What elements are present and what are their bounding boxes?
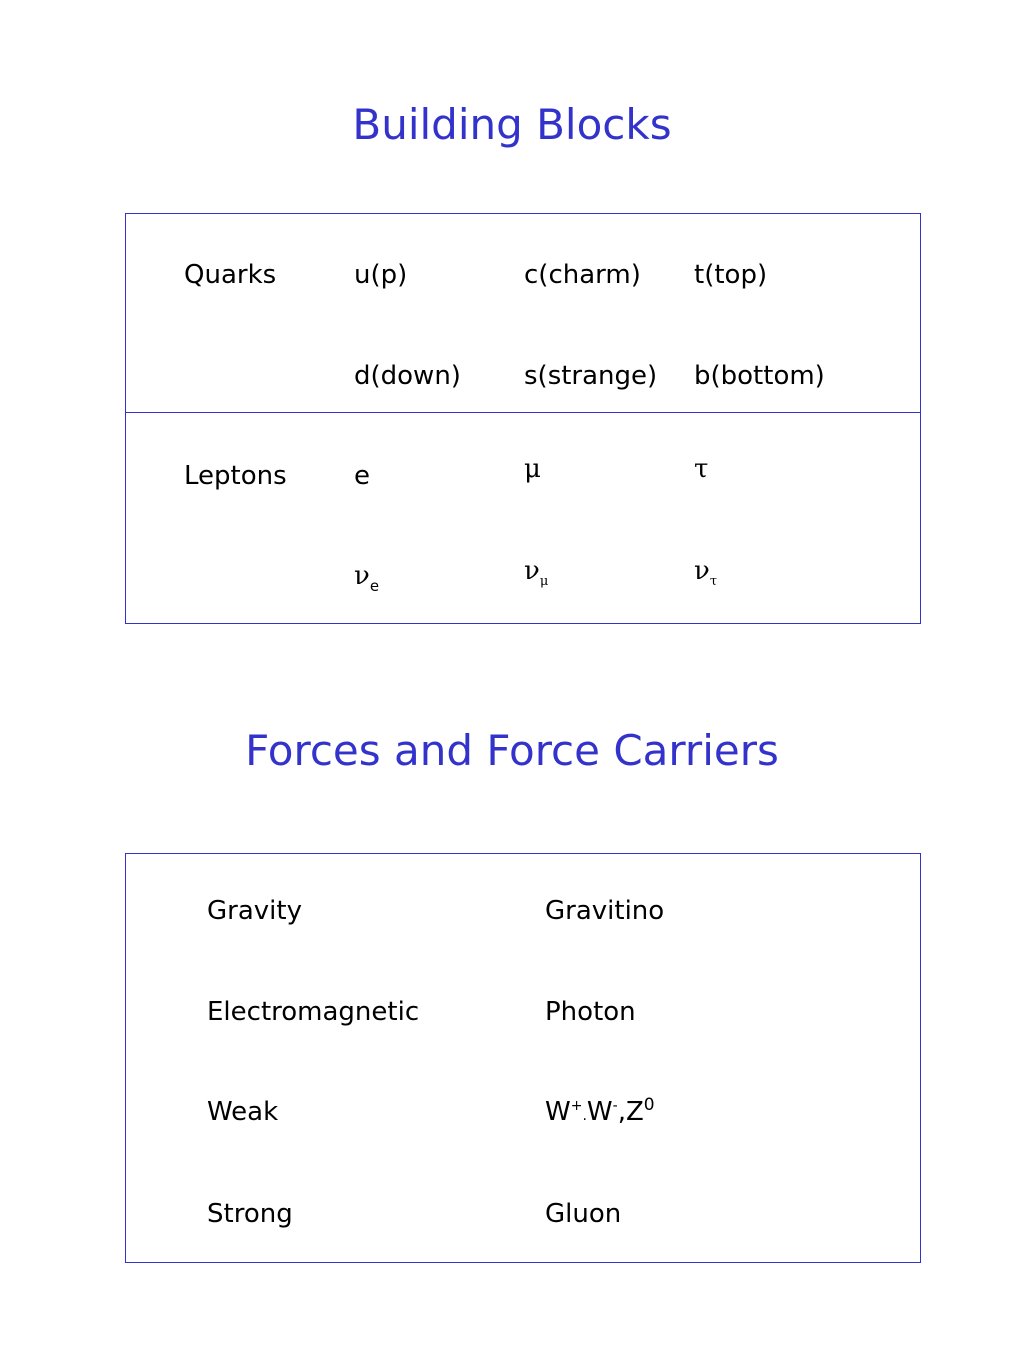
quarks-leptons-divider (125, 412, 921, 413)
carrier-photon: Photon (545, 997, 636, 1027)
quark-charm: c(charm) (524, 260, 641, 290)
neutrino-tau (694, 556, 718, 589)
leptons-label: Leptons (184, 461, 287, 491)
forces-title: Forces and Force Carriers (245, 726, 779, 775)
separator-dot: . (582, 1108, 587, 1124)
neutrino-electron-base: ν (354, 561, 370, 591)
building-blocks-title: Building Blocks (352, 100, 672, 149)
neutrino-muon (524, 556, 549, 589)
neutrino-tau-base: ν (694, 556, 710, 586)
lepton-electron: e (354, 461, 370, 491)
lepton-tau: τ (694, 454, 709, 484)
neutrino-muon-sub: μ (539, 574, 549, 589)
neutrino-electron (354, 561, 380, 595)
force-weak: Weak (207, 1097, 279, 1127)
quark-bottom: b(bottom) (694, 361, 825, 391)
quarks-label: Quarks (184, 260, 277, 290)
neutrino-muon-base: ν (524, 556, 540, 586)
carrier-weak-bosons (545, 1095, 655, 1127)
carrier-gluon: Gluon (545, 1199, 622, 1229)
carrier-gravitino: Gravitino (545, 896, 665, 926)
force-strong: Strong (207, 1199, 293, 1229)
w-minus-sup: - (612, 1098, 618, 1114)
w-plus-sup: + (570, 1098, 583, 1114)
neutrino-tau-sub: τ (709, 574, 718, 589)
force-gravity: Gravity (207, 896, 302, 926)
lepton-muon: μ (524, 454, 541, 484)
z-sup: 0 (643, 1095, 655, 1115)
z-boson: Z (625, 1097, 644, 1127)
separator-comma: , (617, 1097, 626, 1127)
quark-top: t(top) (694, 260, 768, 290)
quark-strange: s(strange) (524, 361, 658, 391)
w-minus: W (586, 1097, 613, 1127)
quark-up: u(p) (354, 260, 408, 290)
w-plus: W (545, 1097, 571, 1127)
force-electromagnetic: Electromagnetic (207, 997, 420, 1027)
neutrino-electron-sub: e (369, 577, 380, 595)
quark-down: d(down) (354, 361, 461, 391)
